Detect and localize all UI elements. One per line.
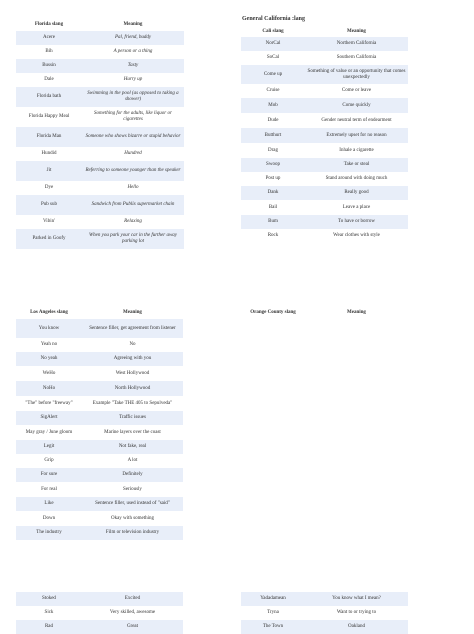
table-row: Jit Referring to someone younger than the speaker — [16, 161, 184, 181]
table-row: Florida Man Someone who shows bizarre or stupid behavior — [16, 127, 184, 147]
orange-county-slang-table — [241, 305, 408, 319]
table-row: Tryna Want to or trying to — [241, 606, 408, 620]
bottom-left-slang-table — [16, 592, 183, 634]
california-term-header: Cali slang — [262, 28, 284, 34]
table-row: For real Seriously — [16, 482, 183, 497]
table-row: Dale Hurry up — [16, 73, 184, 87]
table-row: "The" before "freeway" Example "Take THE 405 to Sepulveda" — [16, 396, 183, 411]
table-row: You know Sentence filler, get agreement from listener — [16, 319, 183, 338]
table-row: NorCal Northern California — [241, 37, 408, 51]
table-row: Rock Wear clothes with style — [241, 229, 408, 243]
table-row: Dude Gender neutral term of endearment — [241, 113, 408, 128]
table-row: Pub sub Sandwich from Publix supermarket chain — [16, 195, 184, 215]
table-row: May gray / June gloom Marine layers over the coast — [16, 425, 183, 440]
oc-meaning-header: Meaning — [347, 309, 366, 315]
table-row: Bussin Tasty — [16, 59, 184, 73]
table-row: Florida bath Swimming in the pool (as opposed to taking a shower) — [16, 87, 184, 107]
table-row: Dank Really good — [241, 186, 408, 200]
florida-term-header: Florida slang — [34, 21, 64, 27]
california-slang-table — [241, 25, 408, 243]
table-row: Grip A lot — [16, 454, 183, 468]
table-row: SigAlert Traffic issues — [16, 411, 183, 425]
los-angeles-slang-table — [16, 305, 183, 540]
table-row: Butthurt Extremely upset for no reason — [241, 128, 408, 143]
table-row: Rad Great — [16, 620, 183, 634]
florida-meaning-header: Meaning — [123, 21, 143, 27]
oc-term-header: Orange County slang — [250, 309, 296, 315]
table-row: Bum To have or borrow — [241, 215, 408, 229]
table-row: No yeah Agreeing with you — [16, 352, 183, 366]
table-row: Post up Stand around with doing much — [241, 172, 408, 186]
table-row: Florida Happy Meal Something for the adults, like liquor or cigarettes — [16, 107, 184, 127]
florida-slang-table — [16, 17, 184, 249]
table-row: The Town Oakland — [241, 620, 408, 634]
table-row: Legit Not fake, real — [16, 440, 183, 454]
table-row: Mob Come quickly — [241, 98, 408, 113]
table-row: Bail Leave a place — [241, 200, 408, 215]
california-meaning-header: Meaning — [347, 28, 366, 34]
table-row: Drag Inhale a cigarette — [241, 143, 408, 158]
table-row: For sure Definitely — [16, 468, 183, 482]
table-row: SoCal Southern California — [241, 51, 408, 65]
table-row: Cruise Come or leave — [241, 84, 408, 98]
table-row: Parked in Goofy When you park your car in the further away parking lot — [16, 229, 184, 249]
table-row: Yeah no No — [16, 338, 183, 352]
table-row: Yadadamean You know what I mean? — [241, 592, 408, 606]
table-row: NoHo North Hollywood — [16, 381, 183, 396]
table-row: Down Okay with something — [16, 511, 183, 526]
la-term-header: Los Angeles slang — [30, 309, 68, 315]
table-row: Acere Pal, friend, buddy — [16, 31, 184, 45]
table-row: Bih A person or a thing — [16, 45, 184, 59]
table-row: Stoked Excited — [16, 592, 183, 606]
table-row: The industry Film or television industry — [16, 526, 183, 540]
table-row: Hundid Hundred — [16, 147, 184, 161]
table-row: Come up Something of value or an opportunity that comes unexpectedly — [241, 65, 408, 84]
table-row: Sick Very skilled, awesome — [16, 606, 183, 620]
california-section-title: General California :lang — [242, 16, 305, 22]
bottom-right-slang-table — [241, 592, 408, 634]
table-row: Vibin' Relaxing — [16, 215, 184, 229]
table-row: WeHo West Hollywood — [16, 366, 183, 381]
la-meaning-header: Meaning — [123, 309, 142, 315]
table-row: Like Sentence filler, used instead of "said" — [16, 497, 183, 511]
table-row: Swoop Take or steal — [241, 158, 408, 172]
table-row: Dye Hello — [16, 181, 184, 195]
